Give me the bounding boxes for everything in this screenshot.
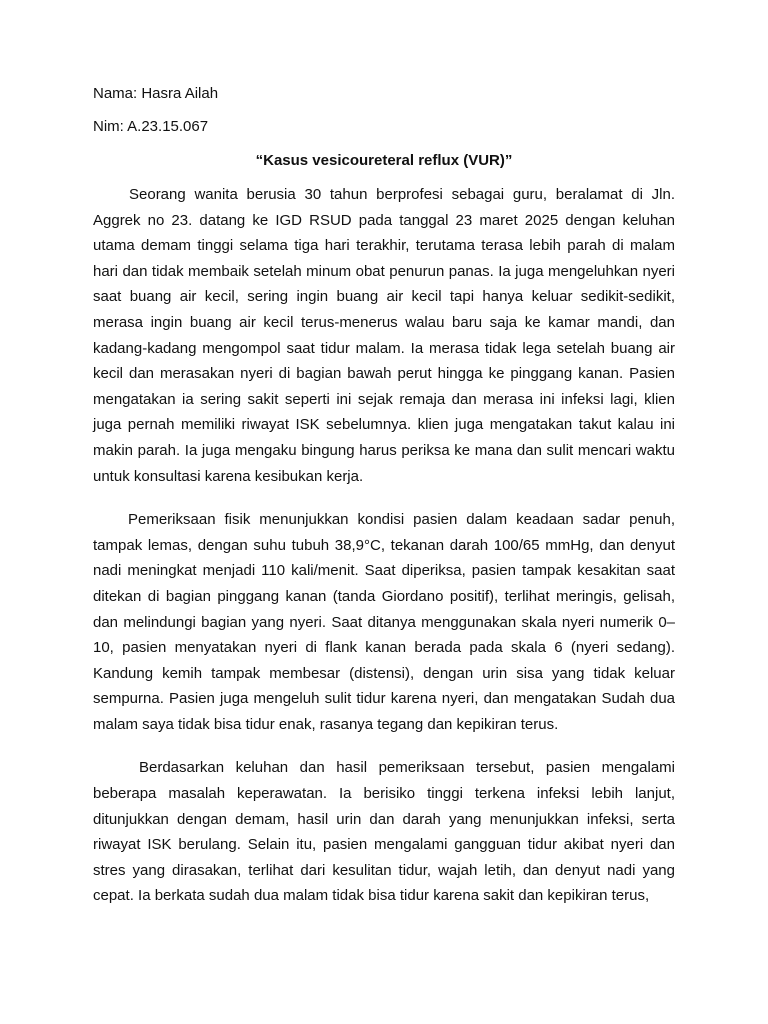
student-name: Nama: Hasra Ailah [93, 85, 219, 102]
document-body [93, 84, 675, 927]
paragraph-nursing-problems: Berdasarkan keluhan dan hasil pemeriksaan tersebut, pasien mengalami beberapa masalah keperawatan. Ia berisiko tinggi terkena infeksi lebih lanjut, ditunjukkan dengan demam, hasil urin dan darah yang menunjukkan infeksi, serta riwayat ISK berulang. Selain itu, pasien mengalami gangguan tidur akibat nyeri dan stres yang dirasakan, terlihat dari kesulitan tidur, wajah letih, dan denyut nadi yang cepat. Ia berkata sudah dua malam tidak bisa tidur karena sakit dan kepikiran terus, [93, 759, 675, 905]
student-nim: Nim: A.23.15.067 [93, 118, 209, 135]
paragraph-case-history: Seorang wanita berusia 30 tahun berprofesi sebagai guru, beralamat di Jln. Aggrek no 23. datang ke IGD RSUD pada tanggal 23 maret 2025 dengan keluhan utama demam tinggi selama tiga hari terakhir, terutama terasa lebih parah di malam hari dan tidak membaik setelah minum obat penurun panas. Ia juga mengeluhkan nyeri saat buang air kecil, sering ingin buang air kecil tapi hanya keluar sedikit-sedikit, merasa ingin buang air kecil terus-menerus walau baru saja ke kamar mandi, dan kadang-kadang mengompol saat tidur malam. Ia merasa tidak lega setelah buang air kecil dan merasakan nyeri di bagian bawah perut hingga ke pinggang kanan. Pasien mengatakan ia sering sakit seperti ini sejak remaja dan merasa ini infeksi lagi, klien juga pernah memiliki riwayat ISK sebelumnya. klien juga mengatakan takut kalau ini makin parah. Ia juga mengaku bingung harus periksa ke mana dan sulit mencari waktu untuk konsultasi karena kesibukan kerja. [93, 186, 675, 485]
document-title: “Kasus vesicoureteral reflux (VUR)” [255, 152, 513, 169]
paragraph-physical-exam: Pemeriksaan fisik menunjukkan kondisi pasien dalam keadaan sadar penuh, tampak lemas, dengan suhu tubuh 38,9°C, tekanan darah 100/65 mmHg, dan denyut nadi meningkat menjadi 110 kali/menit. Saat diperiksa, pasien tampak kesakitan saat ditekan di bagian pinggang kanan (tanda Giordano positif), terlihat meringis, gelisah, dan melindungi bagian yang nyeri. Saat ditanya menggunakan skala nyeri numerik 0–10, pasien menyatakan nyeri di flank kanan berada pada skala 6 (nyeri sedang). Kandung kemih tampak membesar (distensi), dengan urin sisa yang tidak keluar sempurna. Pasien juga mengeluh sulit tidur karena nyeri, dan mengatakan Sudah dua malam saya tidak bisa tidur enak, rasanya tegang dan kepikiran terus. [93, 511, 675, 733]
